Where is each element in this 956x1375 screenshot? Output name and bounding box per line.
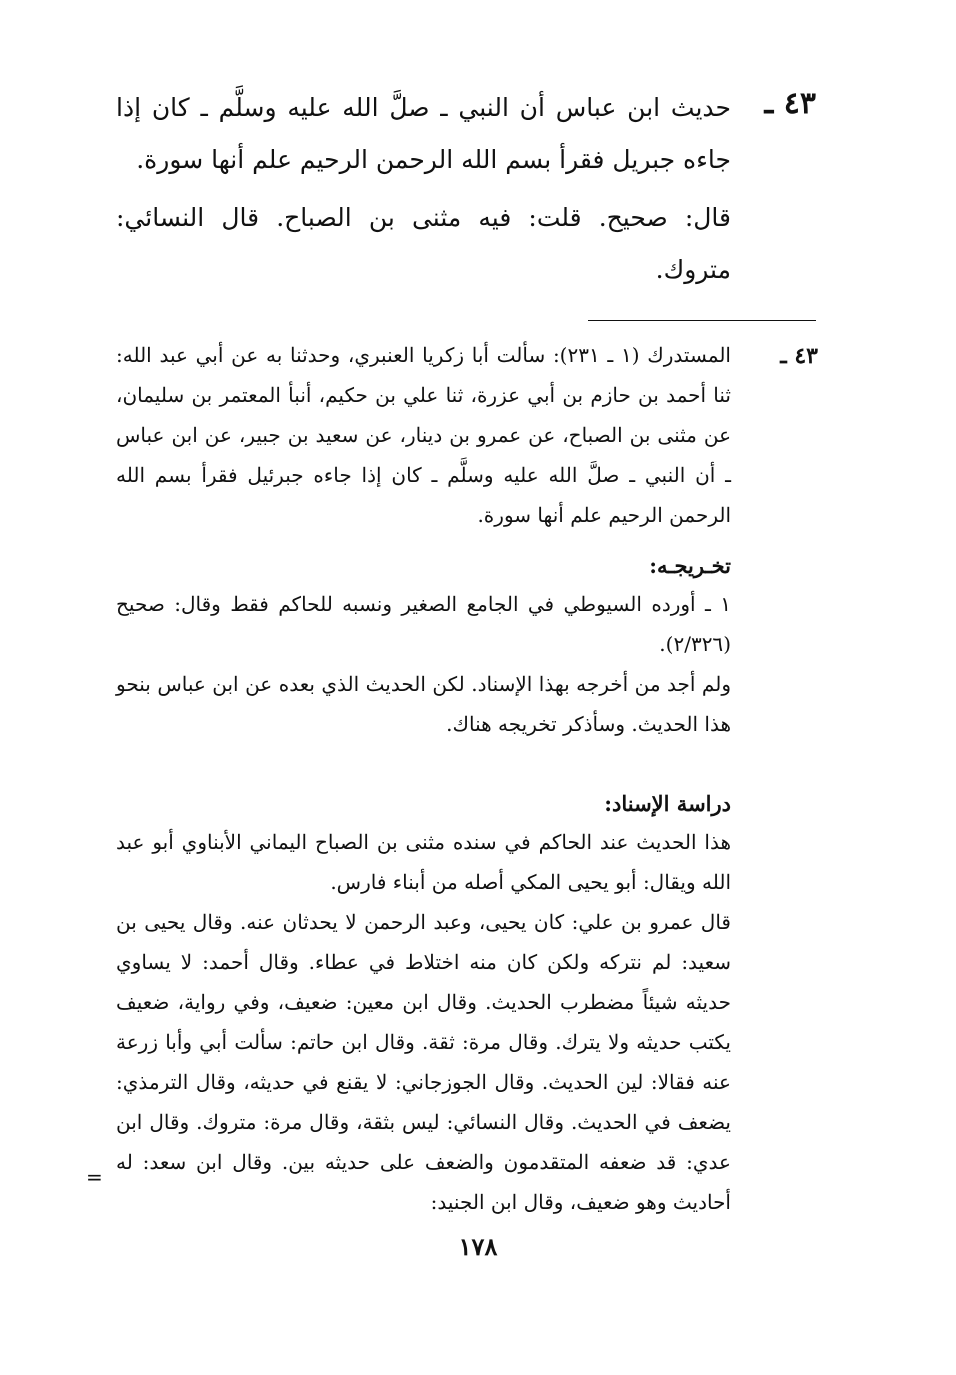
hadith-number: ٤٣ ـ	[764, 86, 816, 121]
isnad-study-paragraph-1: هذا الحديث عند الحاكم في سنده مثنى بن الصباح اليماني الأبناوي أبو عبد الله ويقال: أبو يحيى المكي أصله من أبناء فارس.	[116, 830, 731, 894]
footnote-separator	[588, 320, 816, 321]
isnad-study-paragraph-2: قال عمرو بن علي: كان يحيى، وعبد الرحمن لا يحدثان عنه. وقال يحيى بن سعيد: لم نتركه ولكن كان منه اختلاط في عطاء. وقال أحمد: لا يساوي حديثه شيئاً مضطرب الحديث. وقال ابن معين: ضعيف، وفي رواية، ضعيف يكتب حديثه ولا يترك. وقال مرة: ثقة. وقال ابن حاتم: سألت أبي وأبا زرعة عنه فقالا: لين الحديث. وقال الجوزجاني: لا يقنع في حديثه، وقال الترمذي: يضعف في الحديث. وقال النسائي: ليس بثقة، وقال مرة: متروك. وقال ابن عدي: قد ضعفه المتقدمون والضعف على حديثه بين. وقال ابن سعد: له أحاديث وهو ضعيف، وقال ابن الجنيد:	[116, 910, 731, 1214]
hadith-grading: قال: صحيح. قلت: فيه مثنى بن الصباح. قال النسائي: متروك.	[116, 203, 731, 284]
takhrij-heading: تخـريجـه:	[649, 553, 731, 578]
footnote-number: ٤٣ ـ	[780, 343, 818, 369]
isnad-study-heading: دراسة الإسناد:	[604, 791, 731, 816]
footnote-text: المستدرك (١ ـ ٢٣١): سألت أبا زكريا العنبري، وحدثنا به عن أبي عبد الله: ثنا أحمد بن حازم بن أبي عزرة، ثنا علي بن حكيم، أنبأ المعتمر بن سليمان، عن مثنى بن الصباح، عن عمرو بن دينار، عن سعيد بن جبير، عن ابن عباس ـ أن النبي ـ صلَّ الله عليه وسلَّم ـ كان إذا جاءه جبرئيل فقرأ بسم الله الرحمن الرحيم علم أنها سورة.	[116, 343, 731, 527]
page-number: ١٧٨	[458, 1232, 498, 1261]
hadith-entry	[116, 82, 731, 296]
continuation-mark: =	[86, 1165, 103, 1189]
isnad-study-section	[116, 786, 731, 1222]
takhrij-paragraph-2: ولم أجد من أخرجه بهذا الإسناد. لكن الحديث الذي بعده عن ابن عباس بنحو هذا الحديث. وسأذكر تخريجه هناك.	[116, 672, 731, 736]
hadith-text: حديث ابن عباس أن النبي ـ صلَّ الله عليه وسلَّم ـ كان إذا جاءه جبريل فقرأ بسم الله الرحمن الرحيم علم أنها سورة.	[116, 93, 731, 174]
takhrij-paragraph-1: ١ ـ أورده السيوطي في الجامع الصغير ونسبه للحاكم فقط وقال: صحيح (٢/٣٢٦).	[116, 592, 731, 656]
takhrij-section	[116, 548, 731, 744]
